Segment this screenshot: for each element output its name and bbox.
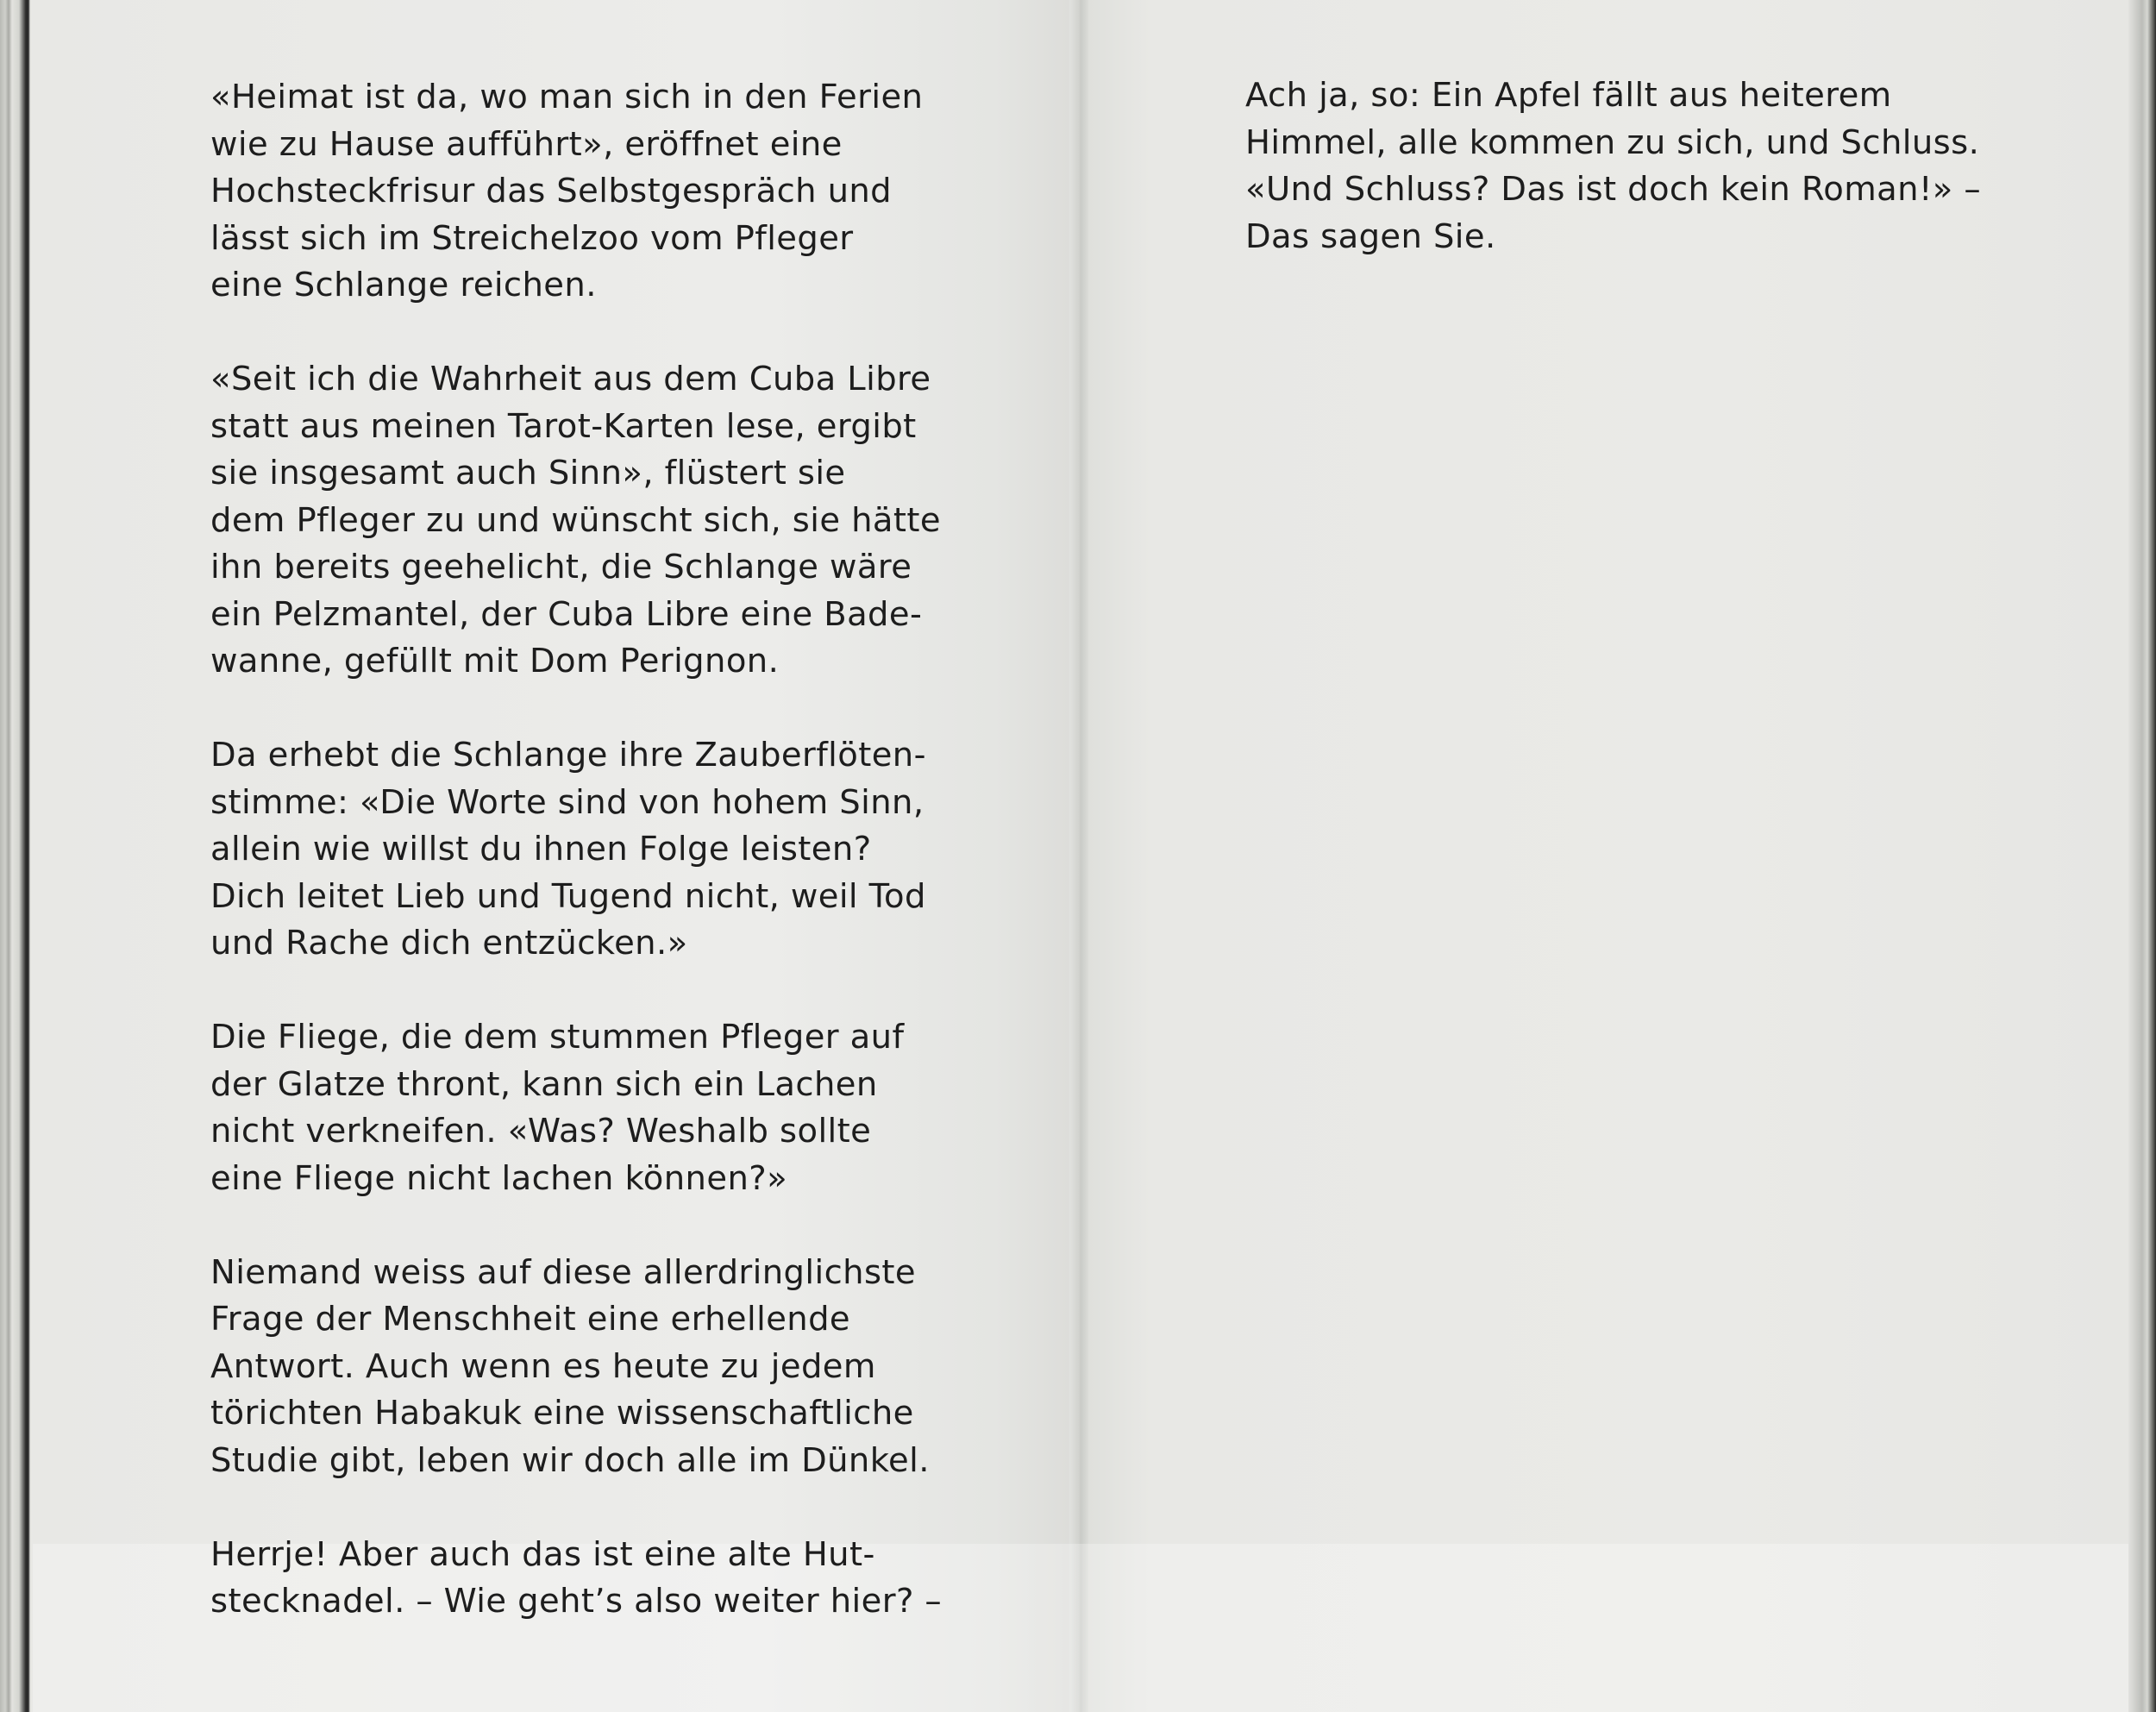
- paragraph: [210, 74, 942, 310]
- left-page-text: [210, 74, 942, 1672]
- text-line: ihn bereits geehelicht, die Schlange wäre: [210, 548, 912, 586]
- text-line: stecknadel. – Wie geht’s also weiter hier? –: [210, 1582, 943, 1621]
- text-line: Antwort. Auch wenn es heute zu jedem: [210, 1346, 876, 1386]
- text-line: «Heimat ist da, wo man sich in den Ferien: [210, 78, 924, 116]
- text-line: lässt sich im Streichelzoo vom Pfleger: [210, 218, 854, 258]
- text-line: Studie gibt, leben wir doch alle im Dünkel.: [210, 1440, 930, 1480]
- text-line: Das sagen Sie.: [1245, 216, 1496, 256]
- text-line: der Glatze thront, kann sich ein Lachen: [210, 1064, 878, 1104]
- text-line: Niemand weiss auf diese allerdringlichste: [210, 1252, 917, 1292]
- text-line: Herrje! Aber auch das ist eine alte Hut-: [210, 1534, 875, 1574]
- paragraph: [210, 356, 942, 686]
- paragraph: [210, 1532, 942, 1626]
- text-line: Da erhebt die Schlange ihre Zauberflöten-: [210, 736, 926, 774]
- right-page-text: [1245, 72, 1981, 308]
- text-line: allein wie willst du ihnen Folge leisten?: [210, 830, 872, 869]
- text-line: Die Fliege, die dem stummen Pfleger auf: [210, 1018, 905, 1057]
- paragraph: [210, 732, 942, 968]
- text-line: eine Schlange reichen.: [210, 266, 597, 304]
- paragraph: [210, 1250, 942, 1485]
- text-line: «Seit ich die Wahrheit aus dem Cuba Libre: [210, 360, 931, 398]
- text-line: Ach ja, so: Ein Apfel fällt aus heiterem: [1245, 76, 1892, 115]
- text-line: ein Pelzmantel, der Cuba Libre eine Bade-: [210, 594, 923, 634]
- text-line: statt aus meinen Tarot-Karten lese, ergibt: [210, 406, 917, 446]
- text-line: und Rache dich entzücken.»: [210, 924, 688, 963]
- text-line: Himmel, alle kommen zu sich, und Schluss.: [1245, 122, 1980, 162]
- book-gutter: [1069, 0, 1090, 1712]
- text-line: «Und Schluss? Das ist doch kein Roman!» –: [1245, 170, 1982, 209]
- text-line: Hochsteckfrisur das Selbstgespräch und: [210, 172, 893, 210]
- book-edge-left: [0, 0, 33, 1712]
- paragraph: [1245, 72, 1981, 260]
- text-line: wanne, gefüllt mit Dom Perignon.: [210, 642, 780, 680]
- text-line: Frage der Menschheit eine erhellende: [210, 1300, 851, 1339]
- text-line: eine Fliege nicht lachen können?»: [210, 1158, 788, 1198]
- text-line: nicht verkneifen. «Was? Weshalb sollte: [210, 1112, 872, 1151]
- text-line: Dich leitet Lieb und Tugend nicht, weil Tod: [210, 876, 926, 916]
- paragraph: [210, 1014, 942, 1202]
- text-line: dem Pfleger zu und wünscht sich, sie hätte: [210, 500, 941, 540]
- book-edge-right: [2128, 0, 2156, 1712]
- text-line: törichten Habakuk eine wissenschaftliche: [210, 1394, 914, 1433]
- text-line: sie insgesamt auch Sinn», flüstert sie: [210, 454, 846, 492]
- text-line: stimme: «Die Worte sind von hohem Sinn,: [210, 782, 924, 822]
- text-line: wie zu Hause aufführt», eröffnet eine: [210, 124, 843, 164]
